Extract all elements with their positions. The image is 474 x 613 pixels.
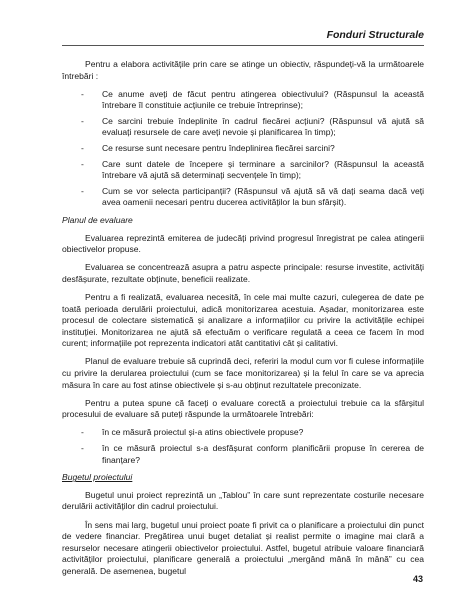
list-item-text: Care sunt datele de începere și terminare a sarcinilor? (Răspunsul la această întrebare vă ajută să determinați secvențele în timp); — [102, 158, 424, 181]
paragraph-eval-3: Pentru a fi realizată, evaluarea necesită, în cele mai multe cazuri, culegerea de date pe toată perioada derulării proiectului, adică monitorizarea acestuia. Așadar, monitorizarea este procesul de colectare sistematică și analizare a informațiilor cu privire la activitățile echipei instituției. Monitorizarea ne ajută să efectuăm o verificare regulată a ceea ce facem în mod curent; informațiile pot reprezenta indicatori atât cantitativi cât și calitativi. — [62, 292, 424, 349]
section-heading-evaluare: Planul de evaluare — [62, 215, 133, 226]
list-item — [62, 427, 424, 439]
paragraph-eval-5: Pentru a putea spune că faceți o evaluare corectă a proiectului trebuie ca la sfârșitul procesului de evaluare să puteți răspunde la următoarele întrebări: — [62, 397, 424, 420]
paragraph-eval-2: Evaluarea se concentrează asupra a patru aspecte principale: resurse investite, activități desfășurate, rezultate obținute, beneficii realizate. — [62, 262, 424, 284]
list-item-text: în ce măsură proiectul s-a desfășurat conform planificării propuse în cererea de finanțare? — [102, 443, 424, 465]
list-item-text: Cum se vor selecta participanții? (Răspunsul vă ajută să vă dați seama dacă veți avea oamenii necesari pentru ducerea activităților la bun sfârșit). — [102, 185, 424, 208]
paragraph-eval-4: Planul de evaluare trebuie să cuprindă deci, referiri la modul cum vor fi culese informațiile cu privire la derularea proiectului (cum se face monitorizarea) și la felul în care se va aprecia măsura în care au fost atinse obiectivele și s-au obținut rezultatele preconizate. — [62, 356, 424, 390]
list-item-text: Ce sarcini trebuie îndeplinite în cadrul fiecărei acțiuni? (Răspunsul vă ajută să evaluați resursele de care aveți nevoie și planificarea în timp); — [102, 115, 424, 138]
page-number: 43 — [412, 574, 423, 584]
paragraph-buget-2: În sens mai larg, bugetul unui proiect poate fi privit ca o planificare a proiectului din punct de vedere financiar. Pregătirea unui buget detaliat și realist permite o imagine mai clară a resurselor necesare atingerii obiectivelor proiectului. Astfel, bugetul atribuie valoare financiară activităților proiectului, planificare generală a proiectului „mergând mână în mână” cu cea generală. De asemenea, bugetul — [62, 519, 424, 576]
question-list — [62, 89, 424, 209]
list-item — [62, 143, 424, 155]
paragraph-intro: Pentru a elabora activitățile prin care se atinge un obiectiv, răspundeți-vă la următoarele întrebări : — [62, 59, 424, 81]
dash-bullet: - — [81, 88, 84, 99]
page-body — [62, 59, 424, 584]
list-item — [62, 443, 424, 466]
list-item-text: Ce resurse sunt necesare pentru îndeplinirea fiecărei sarcini? — [102, 143, 335, 154]
dash-bullet: - — [81, 443, 84, 454]
section-heading-buget: Bugetul proiectului — [62, 472, 133, 483]
eval-question-list — [62, 427, 424, 466]
dash-bullet: - — [81, 115, 84, 126]
dash-bullet: - — [81, 185, 84, 196]
dash-bullet: - — [81, 427, 84, 438]
list-item — [62, 186, 424, 209]
page-header-title: Fonduri Structurale — [326, 29, 424, 41]
paragraph-buget-1: Bugetul unui proiect reprezintă un „Tablou” în care sunt reprezentate costurile necesare derulării activităților din cadrul proiectului. — [62, 489, 424, 512]
list-item — [62, 159, 424, 182]
list-item — [62, 89, 424, 112]
dash-bullet: - — [81, 158, 84, 169]
list-item — [62, 116, 424, 139]
dash-bullet: - — [81, 143, 84, 154]
list-item-text: în ce măsură proiectul și-a atins obiectivele propuse? — [102, 427, 304, 438]
header-rule — [62, 45, 424, 46]
paragraph-eval-1: Evaluarea reprezintă emiterea de judecăți privind progresul înregistrat pe calea atingerii obiectivelor propuse. — [62, 232, 424, 255]
list-item-text: Ce anume aveți de făcut pentru atingerea obiectivului? (Răspunsul la această întrebare îl constituie acțiunile ce trebuie întreprinse); — [102, 88, 424, 111]
